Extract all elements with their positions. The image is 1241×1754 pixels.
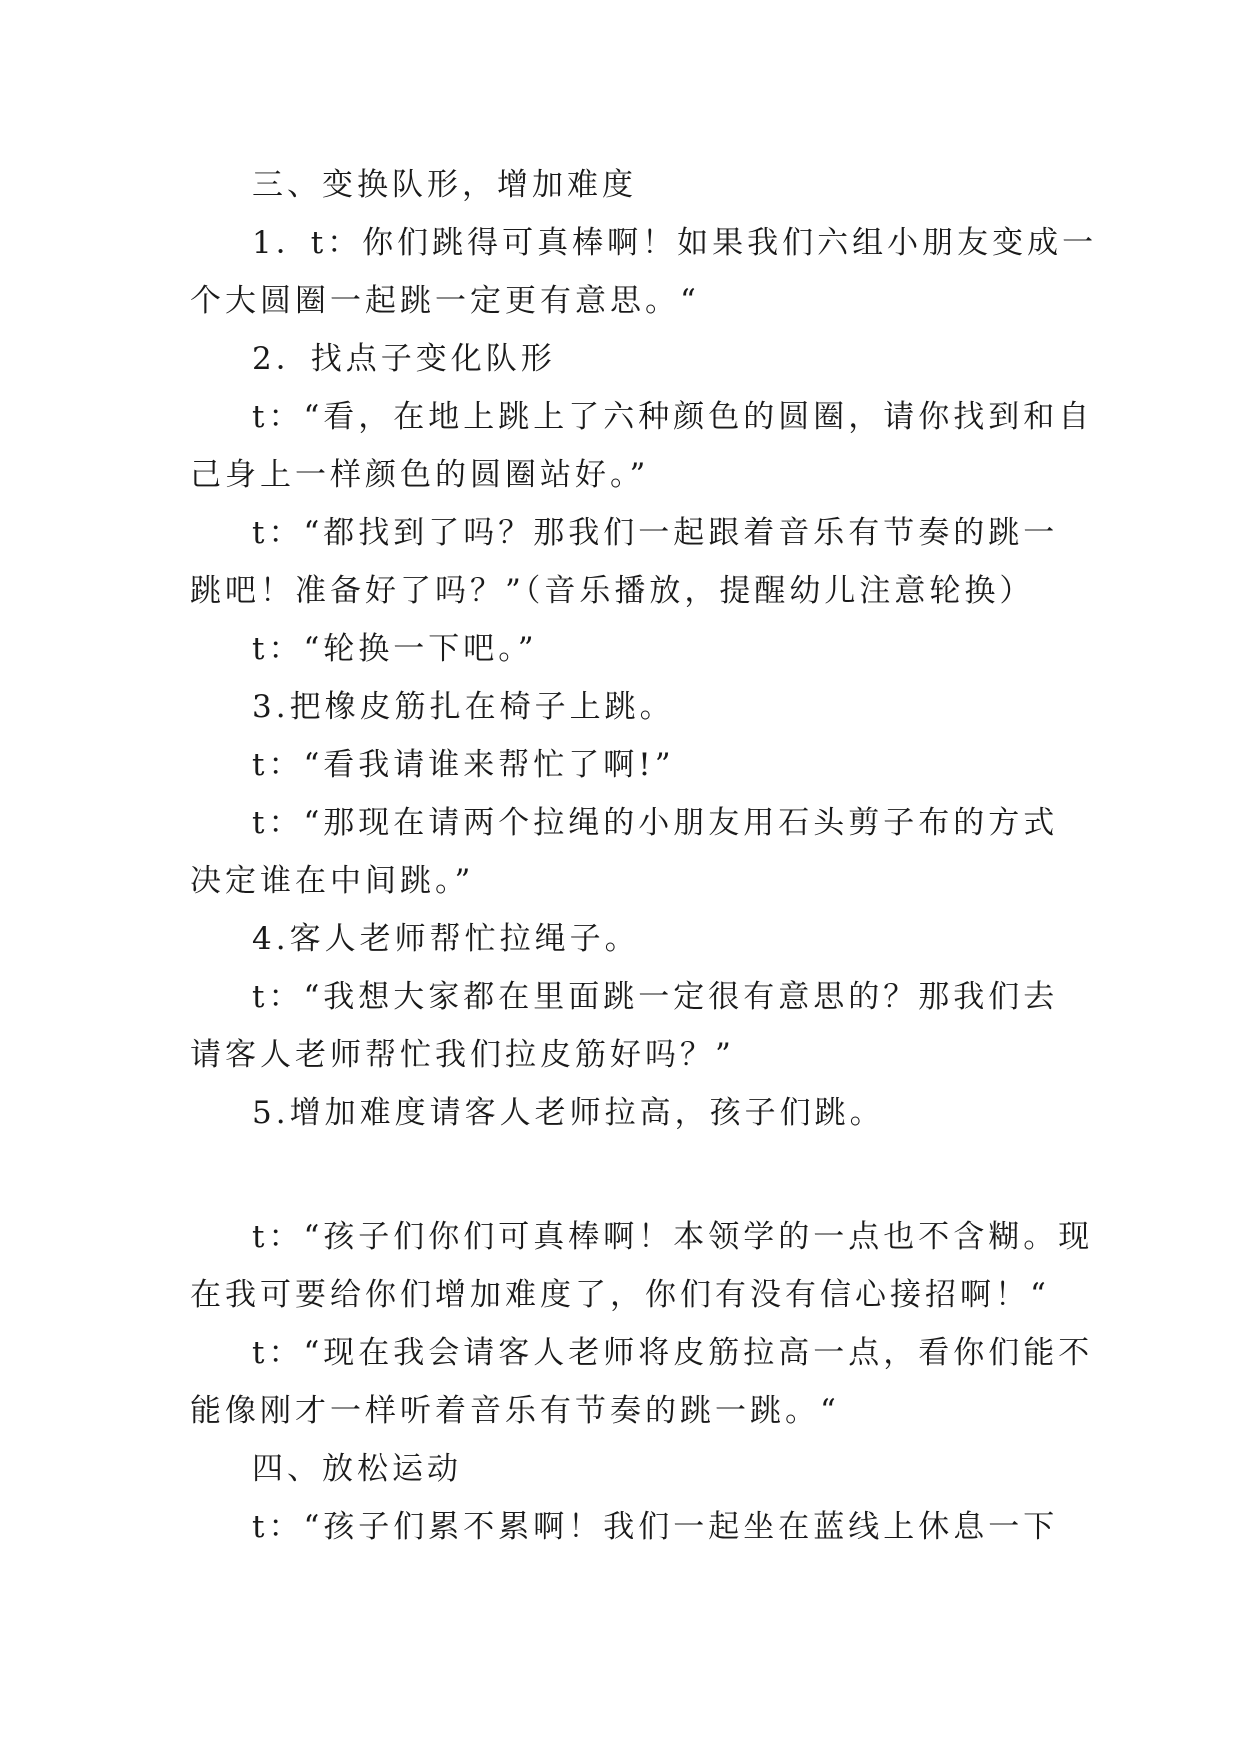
paragraph-line: t：“轮换一下吧。” (252, 631, 538, 667)
paragraph-line: t：“孩子们你们可真棒啊！本领学的一点也不含糊。现 (252, 1219, 1094, 1255)
paragraph-line: t：“看，在地上跳上了六种颜色的圆圈，请你找到和自 (252, 399, 1094, 435)
paragraph-line: 1．t：你们跳得可真棒啊！如果我们六组小朋友变成一 (252, 225, 1098, 261)
paragraph-line: 跳吧！准备好了吗？”（音乐播放，提醒幼儿注意轮换） (190, 573, 1035, 609)
step-heading: 2．找点子变化队形 (252, 341, 556, 377)
paragraph-line: 在我可要给你们增加难度了，你们有没有信心接招啊！“ (190, 1277, 1050, 1313)
paragraph-line: 决定谁在中间跳。” (190, 863, 475, 899)
step-heading: 4.客人老师帮忙拉绳子。 (252, 921, 640, 957)
section-heading: 四、放松运动 (252, 1451, 462, 1487)
paragraph-line: t：“现在我会请客人老师将皮筋拉高一点，看你们能不 (252, 1335, 1094, 1371)
paragraph-line: 己身上一样颜色的圆圈站好。” (190, 457, 650, 493)
paragraph-line: t：“我想大家都在里面跳一定很有意思的？那我们去 (252, 979, 1059, 1015)
section-heading: 三、变换队形，增加难度 (252, 167, 637, 203)
paragraph-line: t：“都找到了吗？那我们一起跟着音乐有节奏的跳一 (252, 515, 1059, 551)
paragraph-line: t：“看我请谁来帮忙了啊!” (252, 747, 675, 783)
paragraph-line: 个大圆圈一起跳一定更有意思。“ (190, 283, 700, 319)
paragraph-line: t：“孩子们累不累啊！我们一起坐在蓝线上休息一下 (252, 1509, 1059, 1545)
step-heading: 3.把橡皮筋扎在椅子上跳。 (252, 689, 675, 725)
step-heading: 5.增加难度请客人老师拉高，孩子们跳。 (252, 1095, 885, 1131)
paragraph-line: 请客人老师帮忙我们拉皮筋好吗？” (190, 1037, 735, 1073)
paragraph-line: 能像刚才一样听着音乐有节奏的跳一跳。“ (190, 1393, 840, 1429)
paragraph-line: t：“那现在请两个拉绳的小朋友用石头剪子布的方式 (252, 805, 1059, 841)
